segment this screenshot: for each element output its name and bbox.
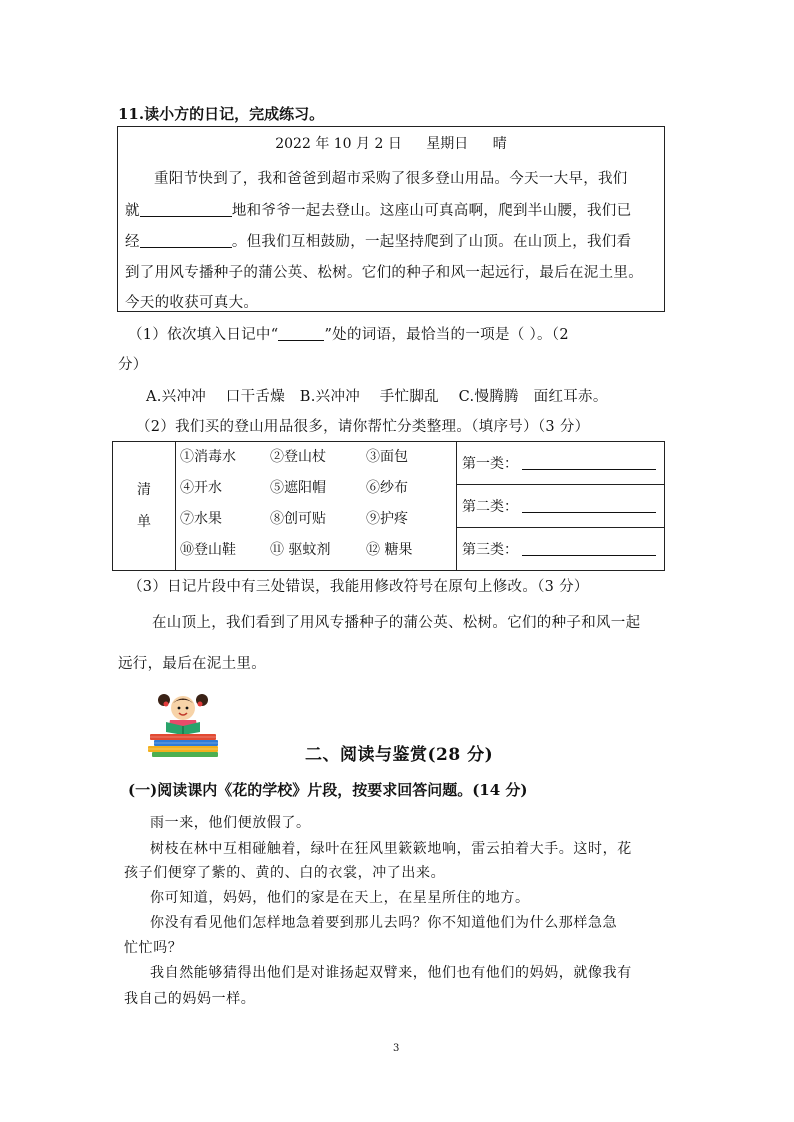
passage-line: 树枝在林中互相碰触着，绿叶在狂风里簌簌地响，雷云拍着大手。这时，花 — [150, 841, 632, 857]
part1-prompt-end: ”处的词语，最恰当的一项是（ ）。（2 — [324, 327, 569, 343]
question-11-title: 11.读小方的日记，完成练习。 — [118, 105, 325, 123]
items-cell — [176, 442, 457, 571]
diary-line-2-start: 就 — [125, 203, 140, 219]
category-2-blank[interactable] — [522, 498, 656, 513]
part3-sentence-line1: 在山顶上，我们看到了用风专播种子的蒲公英、松树。它们的种子和风一起 — [152, 615, 641, 631]
diary-line-3 — [125, 230, 631, 251]
reading-subtitle: (一)阅读课内《花的学校》片段，按要求回答问题。(14 分) — [128, 781, 528, 799]
items-grid — [176, 442, 456, 566]
page-number: 3 — [393, 1043, 400, 1054]
category-2-label: 第二类： — [462, 499, 518, 515]
category-1-blank[interactable] — [522, 455, 656, 470]
category-2-cell — [457, 485, 665, 528]
list-item: ④开水 — [180, 480, 222, 496]
diary-blank-1[interactable] — [140, 202, 232, 217]
shopping-list-table — [112, 441, 665, 571]
list-item: ③面包 — [366, 449, 408, 465]
diary-date: 2022 年 10 月 2 日 — [275, 136, 402, 152]
diary-line-1: 重阳节快到了，我和爸爸到超市采购了很多登山用品。今天一大早，我们 — [154, 171, 628, 187]
list-item: ①消毒水 — [180, 449, 236, 465]
category-3-blank[interactable] — [522, 541, 656, 556]
list-item: ⑤遮阳帽 — [270, 480, 326, 496]
diary-header — [118, 133, 664, 153]
part1-options: A.兴冲冲 口干舌燥 B.兴冲冲 手忙脚乱 C.慢腾腾 面红耳赤。 — [146, 389, 608, 405]
list-label-bottom: 单 — [137, 514, 151, 530]
part3-prompt: （3）日记片段中有三处错误，我能用修改符号在原句上修改。（3 分） — [128, 579, 589, 595]
list-item: ⑫ 糖果 — [366, 542, 413, 558]
list-item: ②登山杖 — [270, 449, 326, 465]
diary-box — [117, 126, 665, 312]
passage-line: 雨一来，他们便放假了。 — [150, 815, 311, 831]
part1-blank-sample — [278, 326, 324, 341]
list-label — [113, 442, 176, 571]
diary-line-3-start: 经 — [125, 234, 140, 250]
list-item: ⑩登山鞋 — [180, 542, 236, 558]
diary-weekday: 星期日 — [426, 136, 469, 152]
category-3-label: 第三类： — [462, 542, 518, 558]
list-item: ⑧创可贴 — [270, 511, 326, 527]
category-1-cell — [457, 442, 665, 485]
passage-line: 你没有看见他们怎样地急着要到那儿去吗？你不知道他们为什么那样急急 — [150, 915, 618, 931]
part2-prompt: （2）我们买的登山用品很多，请你帮忙分类整理。（填序号）（3 分） — [136, 419, 590, 435]
list-item: ⑨护疼 — [366, 511, 408, 527]
part3-sentence-line2: 远行，最后在泥土里。 — [118, 656, 266, 672]
diary-line-4: 到了用风专播种子的蒲公英、松树。它们的种子和风一起远行，最后在泥土里。 — [125, 265, 643, 281]
part1-prompt — [128, 323, 569, 344]
passage-line: 我自然能够猜得出他们是对谁扬起双臂来，他们也有他们的妈妈，就像我有 — [150, 965, 632, 981]
diary-blank-2[interactable] — [140, 233, 232, 248]
diary-line-2-end: 地和爷爷一起去登山。这座山可真高啊，爬到半山腰，我们已 — [231, 203, 632, 219]
diary-line-3-end: 。但我们互相鼓励，一起坚持爬到了山顶。在山顶上，我们看 — [231, 234, 632, 250]
part1-prompt-start: （1）依次填入日记中“ — [128, 327, 279, 343]
passage-line: 孩子们便穿了紫的、黄的、白的衣裳，冲了出来。 — [124, 865, 446, 881]
diary-line-5: 今天的收获可真大。 — [125, 295, 259, 311]
passage-line: 我自己的妈妈一样。 — [124, 991, 256, 1007]
passage-line: 你可知道，妈妈，他们的家是在天上，在星星所住的地方。 — [150, 890, 530, 906]
category-1-label: 第一类： — [462, 456, 518, 472]
list-item: ⑪ 驱蚊剂 — [270, 542, 331, 558]
list-label-top: 清 — [137, 482, 151, 498]
diary-line-2 — [125, 199, 631, 220]
girl-reading-books-illustration — [142, 690, 226, 758]
part1-prompt-line2: 分） — [118, 357, 148, 373]
list-item: ⑦水果 — [180, 511, 222, 527]
diary-weather: 晴 — [492, 136, 507, 152]
section-2-title: 二、阅读与鉴赏(28 分) — [305, 745, 494, 765]
category-3-cell — [457, 528, 665, 571]
passage-line: 忙忙吗？ — [124, 940, 183, 956]
list-item: ⑥纱布 — [366, 480, 408, 496]
